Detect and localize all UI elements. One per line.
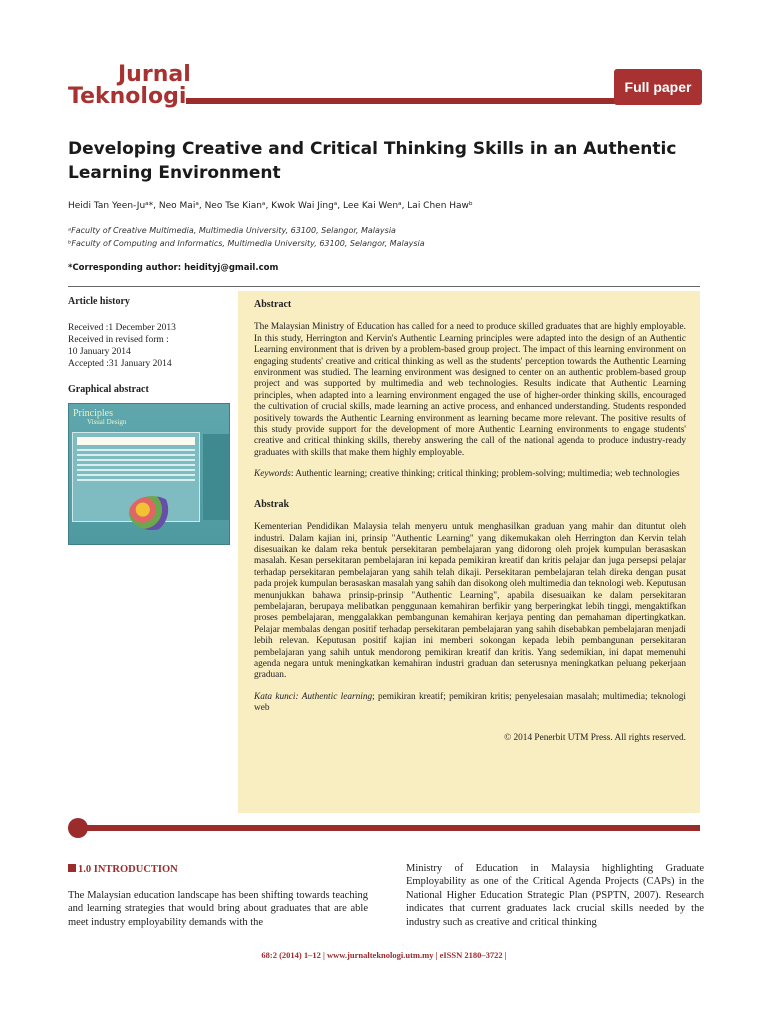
- corresponding-author: *Corresponding author: heidityj@gmail.com: [68, 263, 279, 273]
- graphical-banner: [77, 437, 195, 445]
- kata-kunci-label: Kata kunci: Authentic learning: [254, 691, 373, 702]
- history-line: Received in revised form :: [68, 335, 169, 345]
- logo-line-2: Teknologi: [68, 84, 187, 109]
- kata-kunci-text: ; pemikiran kreatif; pemikiran kritis; penyelesaian masalah; multimedia; teknologi web: [254, 691, 686, 714]
- introduction-left-column: The Malaysian education landscape has been shifting towards teaching and learning strategies that would bring about graduates that are able meet industry employability demands with the: [68, 890, 368, 928]
- graphical-text-line: [77, 479, 195, 481]
- graphical-side-menu: [203, 434, 229, 520]
- introduction-heading: [68, 864, 178, 875]
- introduction-heading-text: 1.0 INTRODUCTION: [78, 864, 178, 875]
- article-history: [68, 296, 228, 396]
- abstrak-text: Kementerian Pendidikan Malaysia telah menyeru untuk menghasilkan graduan yang mahir dan dituntut oleh industri. Dalam kajian ini, prinsip "Authentic Learning" yang dikemukakan oleh Herrington dan Kervin telah disesuaikan ke dalam reka bentuk persekitaran pembelajaran yang didorong oleh projek kumpulan berasaskan masalah. Kesan persekitaran pembelajaran ini kepada pemikiran kreatif dan kritis pelajar dan juga persepsi pelajar terhadap persekitaran pembelajaran yang sahih telah dikaji. Persekitaran pembelajaran telah direka dengan pusat pada projek kumpulan berasaskan masalah yang sahih dan disokong oleh multimedia dan teknologi web. Keputusan menunjukkan bahawa prinsip-prinsip "Authentic Learning", apabila disesuaikan ke dalam persekitaran pembelajaran, berupaya melibatkan penggunaan kemahiran berfikir yang berperingkat lebih tinggi, mengaktifkan proses pembelajaran, menggalakkan pembangunan kemahiran kerjaya penting dan pemahaman dipertingkatkan. Pelajar membalas dengan positif terhadap persekitaran pembelajaran yang sahih disebabkan pembelajaran menjadi lebih relevan. Keputusan positif kajian ini memberi sokongan kepada lebih pembangunan persekitaran pembelajaran yang sahih untuk mendorong pemikiran kreatif dan kritis. Yang sedemikian, ini dapat memenuhi agenda negara untuk meningkatkan kemahiran industri graduan dan seterusnya meningkatkan peluang pekerjaan graduan.: [254, 522, 686, 681]
- page-footer: 68:2 (2014) 1–12 | www.jurnalteknologi.utm.my | eISSN 2180–3722 |: [261, 950, 507, 960]
- history-line: Accepted :31 January 2014: [68, 359, 172, 369]
- abstract-text: The Malaysian Ministry of Education has called for a need to produce skilled graduates that are highly employable. In this study, Herrington and Kervin's Authentic Learning principles were adapted into the design of an Authentic Learning environment that is driven by a problem-based group project. The impact of this learning environment on engaging students' creative and critical thinking as well as the students' perception towards the Authentic Learning environment was studied. The learning environment was designed to center on an authentic problem-based group project and was supported by multimedia and web technologies. Results indicate that Authentic Learning principles, when adapted into a learning environment engaged the use of higher-order thinking skills, encouraged the cultivation of crucial skills, made learning an active process, and enhanced understanding. Students responded positively towards the Authentic Learning environment as learning became more relevant. The positive results of this study provide support for the development of more Authentic Learning environments to engage students' creative and critical thinking skills, thereby answering the call of the national agenda to produce industry-ready graduates with skills that make them highly employable.: [254, 322, 686, 458]
- abstract-keywords: [254, 469, 686, 480]
- logo-line-1: Jurnal: [118, 62, 191, 87]
- graphical-text-line: [77, 474, 195, 476]
- author-list: Heidi Tan Yeen-Juᵃ*, Neo Maiᵃ, Neo Tse Kianᵃ, Kwok Wai Jingᵃ, Lee Kai Wenᵃ, Lai Chen Hawᵇ: [68, 201, 473, 211]
- abstract-heading: Abstract: [254, 299, 292, 310]
- article-history-dates: [68, 322, 228, 370]
- full-paper-badge: Full paper: [614, 69, 702, 105]
- introduction-right-column: Ministry of Education in Malaysia highlighting Graduate Employability as one of the Critical Agenda Projects (CAPs) in the National Higher Education Strategic Plan (PSPTN, 2007). Research indicates that current graduates lack crucial skills needed by the industry such as creative and critical thinking: [406, 863, 704, 928]
- history-line: 10 January 2014: [68, 347, 131, 357]
- graphical-text-line: [77, 454, 195, 456]
- abstrak-keywords: [254, 692, 686, 715]
- section-rule-dot: [68, 818, 88, 838]
- graphical-abstract-heading: Graphical abstract: [68, 384, 149, 395]
- graphical-abstract-image: [68, 403, 230, 545]
- graphical-text-line: [77, 449, 195, 451]
- copyright-notice: © 2014 Penerbit UTM Press. All rights reserved.: [504, 732, 686, 743]
- paper-title: Developing Creative and Critical Thinking Skills in an Authentic Learning Environment: [68, 139, 677, 183]
- abstrak-heading: Abstrak: [254, 498, 290, 510]
- graphical-text-line: [77, 459, 195, 461]
- section-rule: [84, 825, 700, 831]
- keywords-text: : Authentic learning; creative thinking; critical thinking; problem-solving; multimedia; web technologies: [290, 469, 680, 480]
- article-history-heading: Article history: [68, 296, 130, 307]
- affiliation-b: ᵇFaculty of Computing and Informatics, Multimedia University, 63100, Selangor, Malaysia: [68, 239, 425, 248]
- colorful-splash-icon: [129, 496, 175, 530]
- history-line: Received :1 December 2013: [68, 323, 176, 333]
- header-rule: [186, 98, 626, 104]
- keywords-label: Keywords: [254, 469, 291, 480]
- graphical-title: Principles: [73, 408, 113, 419]
- heading-square-icon: [68, 864, 76, 872]
- journal-logo: [68, 64, 191, 108]
- affiliation-a: ᵃFaculty of Creative Multimedia, Multimedia University, 63100, Selangor, Malaysia: [68, 226, 396, 235]
- header-separator: [68, 286, 700, 287]
- graphical-subtitle: Visual Design: [87, 418, 127, 426]
- abstract-panel: [238, 291, 700, 813]
- graphical-text-line: [77, 464, 195, 466]
- graphical-text-line: [77, 469, 195, 471]
